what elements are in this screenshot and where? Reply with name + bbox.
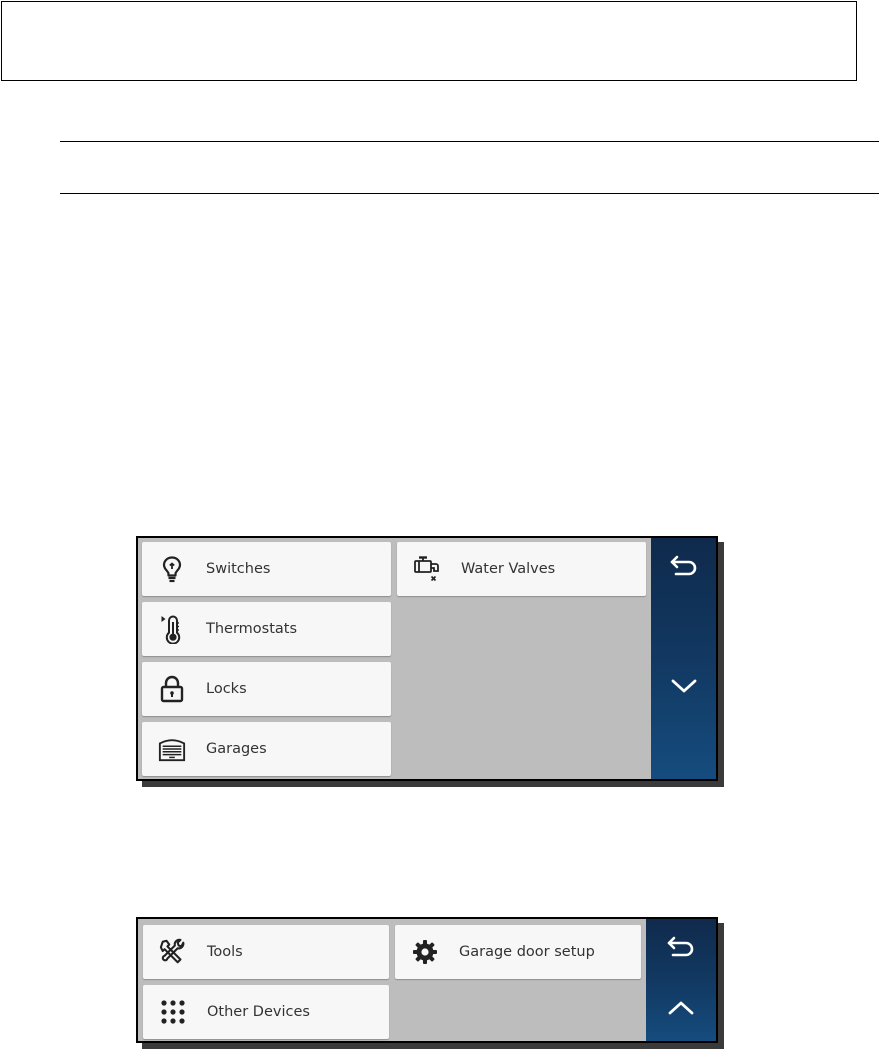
lightbulb-icon [158,555,186,583]
tile-label: Water Valves [461,561,556,577]
tile-label: Thermostats [206,621,298,637]
thermometer-icon [158,615,186,643]
back-arrow-icon [666,935,696,963]
divider-top [60,141,879,142]
divider-bottom [60,193,879,194]
sidebar [651,538,716,779]
tile-label: Locks [206,681,247,697]
back-button[interactable] [646,919,716,979]
settings-panel [136,917,718,1043]
lock-icon [158,675,186,703]
chevron-down-icon [670,677,698,699]
tile-label: Other Devices [207,1004,310,1020]
back-button[interactable] [651,538,716,598]
header-box [1,1,857,81]
devices-panel [136,536,718,781]
tile-label: Switches [206,561,271,577]
tile-garage-door-setup[interactable] [395,925,641,979]
back-arrow-icon [669,554,699,582]
tools-icon [159,938,187,966]
chevron-up-icon [667,999,695,1021]
tile-locks[interactable] [142,662,391,716]
tile-label: Tools [207,944,243,960]
scroll-down-button[interactable] [651,658,716,718]
tile-garages[interactable] [142,722,391,776]
tile-water-valves[interactable] [397,542,646,596]
tile-switches[interactable] [142,542,391,596]
tile-label: Garage door setup [459,944,595,960]
garage-door-icon [158,735,186,763]
dots-grid-icon [159,998,187,1026]
tile-thermostats[interactable] [142,602,391,656]
tile-label: Garages [206,741,267,757]
sidebar [646,919,716,1041]
scroll-up-button[interactable] [646,979,716,1041]
gear-icon [411,938,439,966]
tile-tools[interactable] [143,925,389,979]
water-valve-icon [413,555,441,583]
tile-other-devices[interactable] [143,985,389,1039]
